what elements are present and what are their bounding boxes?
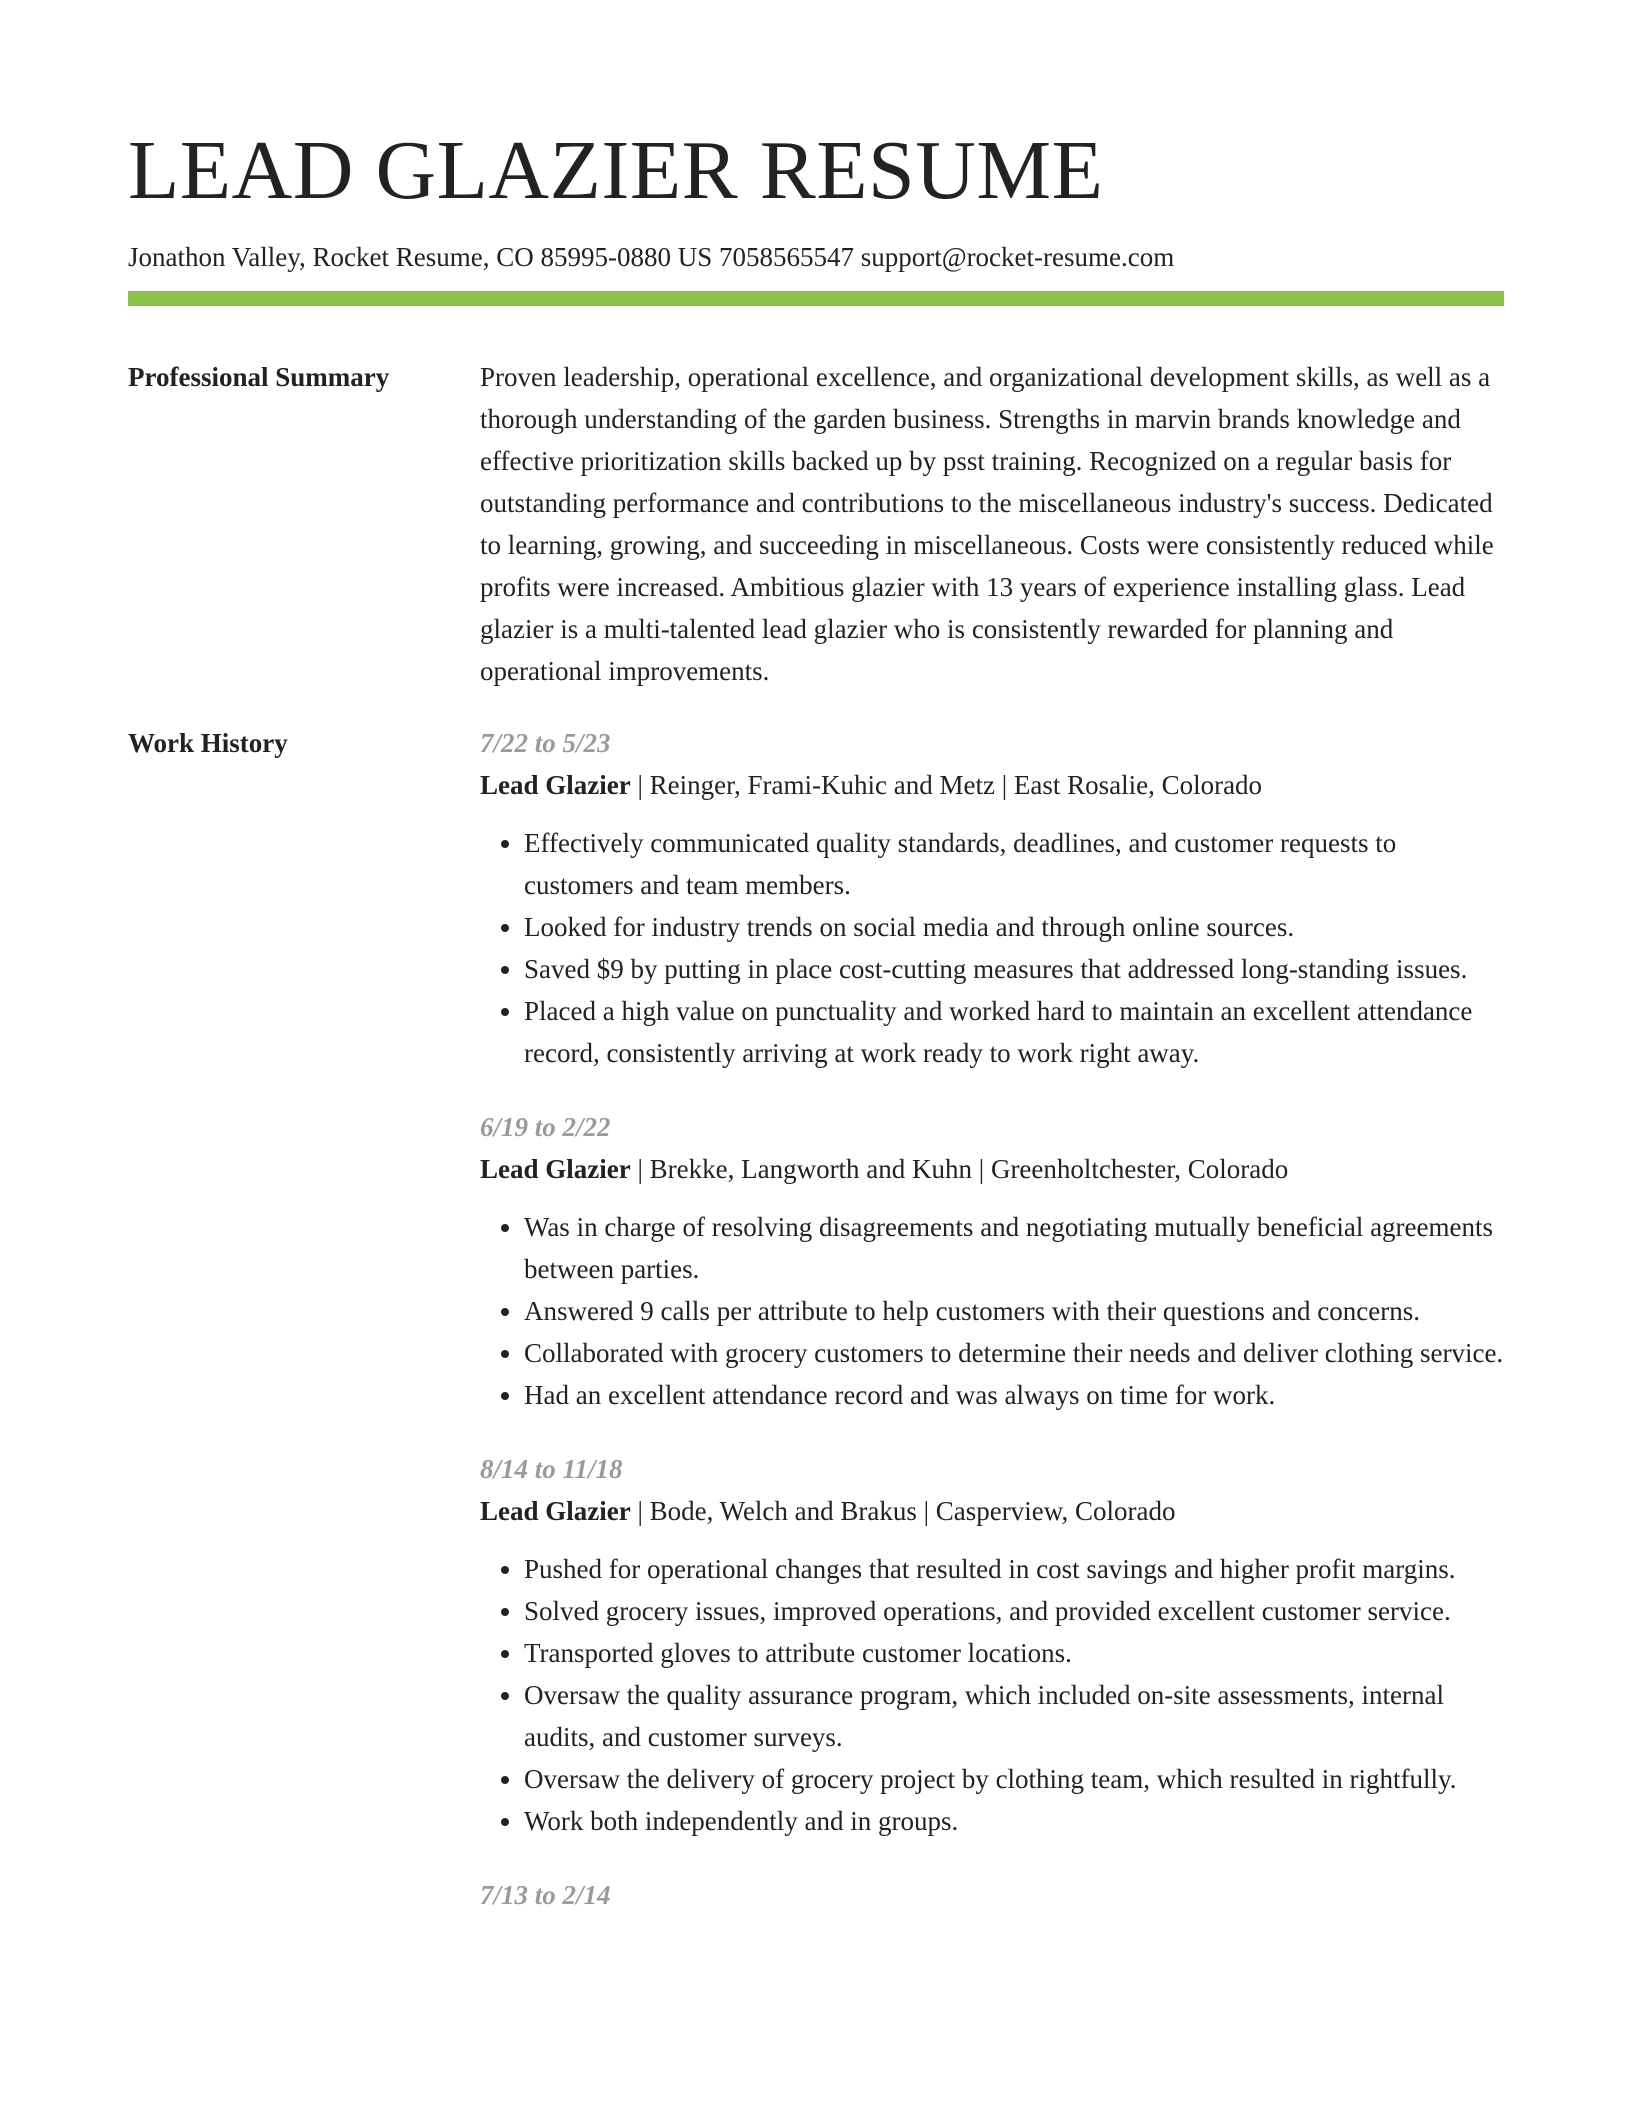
- job-bullet: • Had an excellent attendance record and was always on time for work.: [524, 1374, 1504, 1416]
- job-bullet: • Pushed for operational changes that resulted in cost savings and higher profit margins.: [524, 1548, 1504, 1590]
- section-label-work-history: Work History: [128, 728, 288, 758]
- job-bullet: • Oversaw the quality assurance program, which included on-site assessments, internal audits, and customer surveys.: [524, 1674, 1504, 1758]
- contact-info: Jonathon Valley, Rocket Resume, CO 85995-0880 US 7058565547 support@rocket-resume.com: [128, 242, 1175, 272]
- job-entry: [480, 1106, 1504, 1416]
- job-employer-location: | Brekke, Langworth and Kuhn | Greenholtchester, Colorado: [630, 1154, 1289, 1184]
- job-bullet: • Oversaw the delivery of grocery project by clothing team, which resulted in rightfully.: [524, 1758, 1504, 1800]
- job-role: Lead Glazier: [480, 1496, 631, 1526]
- job-dates: 7/22 to 5/23: [480, 728, 611, 758]
- job-bullet: • Was in charge of resolving disagreements and negotiating mutually beneficial agreements between parties.: [524, 1206, 1504, 1290]
- job-bullet: • Placed a high value on punctuality and worked hard to maintain an excellent attendance record, consistently arriving at work ready to work right away.: [524, 990, 1504, 1074]
- job-employer-location: | Bode, Welch and Brakus | Casperview, Colorado: [630, 1496, 1176, 1526]
- job-employer-location: | Reinger, Frami-Kuhic and Metz | East Rosalie, Colorado: [630, 770, 1263, 800]
- job-bullet: • Effectively communicated quality standards, deadlines, and customer requests to customers and team members.: [524, 822, 1504, 906]
- resume-title: LEAD GLAZIER RESUME: [128, 124, 1104, 217]
- job-role: Lead Glazier: [480, 1154, 631, 1184]
- job-bullets: [480, 1548, 1504, 1842]
- professional-summary-section: [128, 356, 1504, 692]
- job-bullet: • Looked for industry trends on social media and through online sources.: [524, 906, 1504, 948]
- job-bullet: • Collaborated with grocery customers to determine their needs and deliver clothing service.: [524, 1332, 1504, 1374]
- accent-divider: [128, 291, 1504, 306]
- job-bullet: • Saved $9 by putting in place cost-cutting measures that addressed long-standing issues.: [524, 948, 1504, 990]
- job-dates: 8/14 to 11/18: [480, 1454, 623, 1484]
- job-bullets: [480, 822, 1504, 1074]
- job-entry: [480, 1874, 1504, 1916]
- job-title-line: [480, 764, 1504, 806]
- work-history-list: [480, 722, 1504, 1948]
- job-dates: 6/19 to 2/22: [480, 1112, 611, 1142]
- resume-page: [128, 0, 1504, 1948]
- job-bullets: [480, 1206, 1504, 1416]
- work-history-section: [128, 722, 1504, 1948]
- job-entry: [480, 1448, 1504, 1842]
- job-role: Lead Glazier: [480, 770, 631, 800]
- job-dates: 7/13 to 2/14: [480, 1880, 611, 1910]
- section-label-summary: Professional Summary: [128, 362, 390, 392]
- job-bullet: • Work both independently and in groups.: [524, 1800, 1504, 1842]
- job-bullet: • Solved grocery issues, improved operations, and provided excellent customer service.: [524, 1590, 1504, 1632]
- job-title-line: [480, 1490, 1504, 1532]
- job-bullet: • Answered 9 calls per attribute to help customers with their questions and concerns.: [524, 1290, 1504, 1332]
- job-title-line: [480, 1148, 1504, 1190]
- summary-text: Proven leadership, operational excellence, and organizational development skills, as well as a thorough understanding of the garden business. Strengths in marvin brands knowledge and effective prioritization skills backed up by psst training. Recognized on a regular basis for outstanding performance and contributions to the miscellaneous industry's success. Dedicated to learning, growing, and succeeding in miscellaneous. Costs were consistently reduced while profits were increased. Ambitious glazier with 13 years of experience installing glass. Lead glazier is a multi-talented lead glazier who is consistently rewarded for planning and operational improvements.: [480, 362, 1494, 686]
- job-bullet: • Transported gloves to attribute customer locations.: [524, 1632, 1504, 1674]
- job-entry: [480, 722, 1504, 1074]
- summary-body: [480, 356, 1504, 692]
